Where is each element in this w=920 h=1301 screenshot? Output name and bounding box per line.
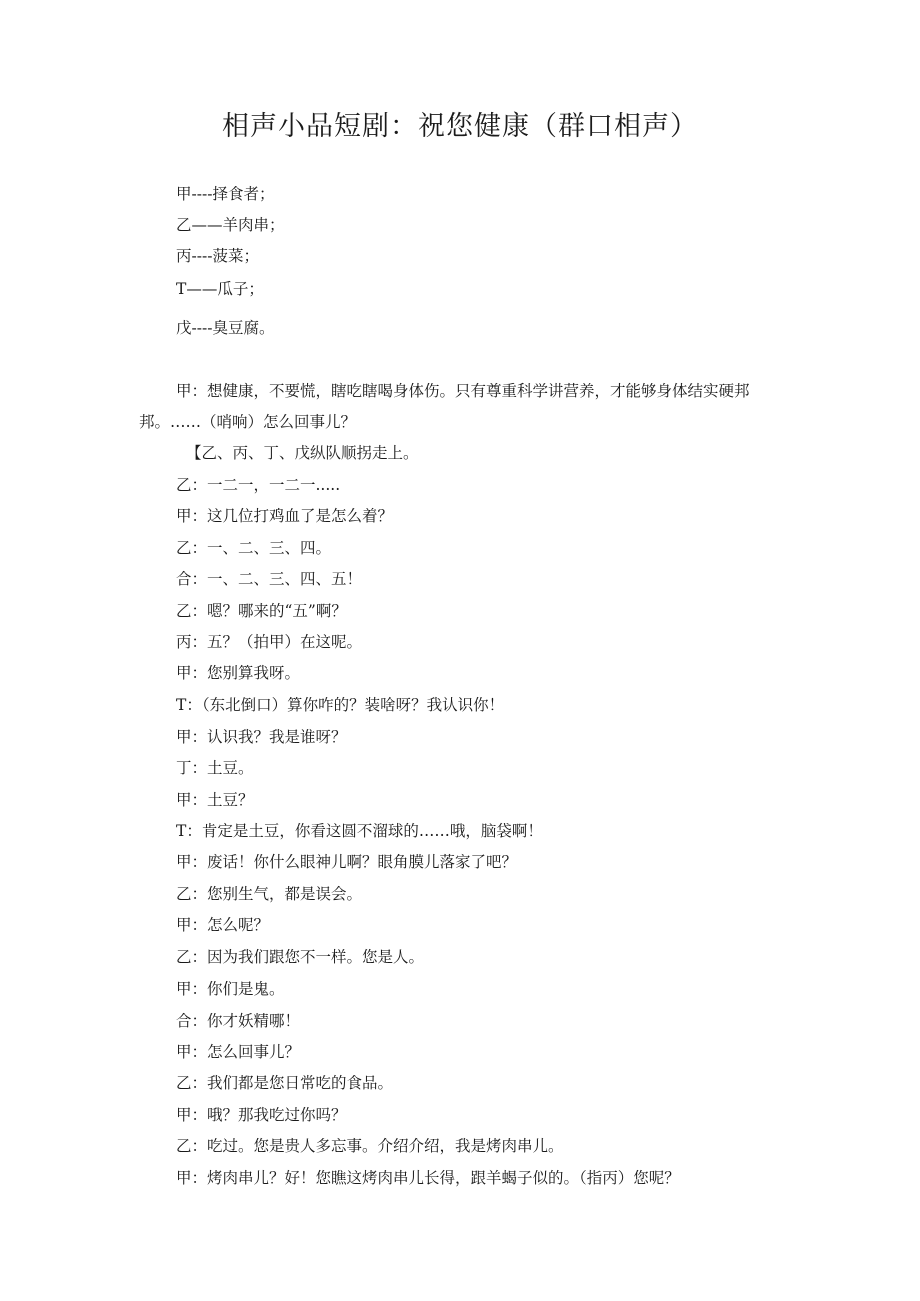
dialogue-line: 甲：您别算我呀。: [176, 664, 301, 682]
dialogue-line: 甲：怎么呢？: [176, 916, 270, 934]
dialogue-line: 乙：嗯？哪来的“五”啊？: [176, 602, 347, 620]
cast-line: 甲----择食者；: [176, 185, 275, 203]
dialogue-line: 乙：您别生气，都是误会。: [176, 885, 363, 903]
dialogue-line: 甲：土豆？: [176, 791, 254, 809]
dialogue-line: T：（东北倒口）算你咋的？装啥呀？我认识你！: [176, 696, 505, 714]
dialogue-line: 乙：一、二、三、四。: [176, 539, 332, 557]
stage-direction: 【乙、丙、丁、戊纵队顺拐走上。: [186, 444, 419, 462]
dialogue-line: 乙：一二一，一二一.....: [176, 476, 341, 494]
cast-line: 戊----臭豆腐。: [176, 319, 275, 337]
page-title: 相声小品短剧：祝您健康（群口相声）: [222, 111, 698, 142]
dialogue-line: 甲：认识我？我是谁呀？: [176, 728, 347, 746]
cast-line: T——瓜子；: [176, 280, 264, 298]
cast-line: 丙----菠菜；: [176, 247, 259, 265]
dialogue-line: 乙：吃过。您是贵人多忘事。介绍介绍，我是烤肉串儿。: [176, 1137, 564, 1155]
dialogue-line: 甲：废话！你什么眼神儿啊？眼角膜儿落家了吧？: [176, 853, 518, 871]
dialogue-line: T：肯定是土豆，你看这圆不溜球的……哦，脑袋啊！: [176, 822, 543, 840]
dialogue-line: 乙：因为我们跟您不一样。您是人。: [176, 948, 425, 966]
dialogue-line: 甲：烤肉串儿？好！您瞧这烤肉串儿长得，跟羊蝎子似的。（指丙）您呢？: [176, 1169, 680, 1187]
dialogue-line: 甲：这几位打鸡血了是怎么着？: [176, 507, 394, 525]
dialogue-line: 丙：五？（拍甲）在这呢。: [176, 633, 363, 651]
dialogue-line: 乙：我们都是您日常吃的食品。: [176, 1074, 394, 1092]
dialogue-line: 合：一、二、三、四、五！: [176, 570, 363, 588]
dialogue-line: 合：你才妖精哪！: [176, 1012, 301, 1030]
dialogue-line: 甲：你们是鬼。: [176, 980, 285, 998]
dialogue-line: 丁：土豆。: [176, 759, 254, 777]
cast-line: 乙——羊肉串；: [176, 216, 285, 234]
dialogue-paragraph: 甲：想健康，不要慌，瞎吃瞎喝身体伤。只有尊重科学讲营养，才能够身体结实硬邦邦。……（哨响）怎么回事儿？: [139, 382, 750, 431]
dialogue-line: 甲：哦？那我吃过你吗？: [176, 1106, 347, 1124]
dialogue-line: 甲：怎么回事儿？: [176, 1043, 301, 1061]
